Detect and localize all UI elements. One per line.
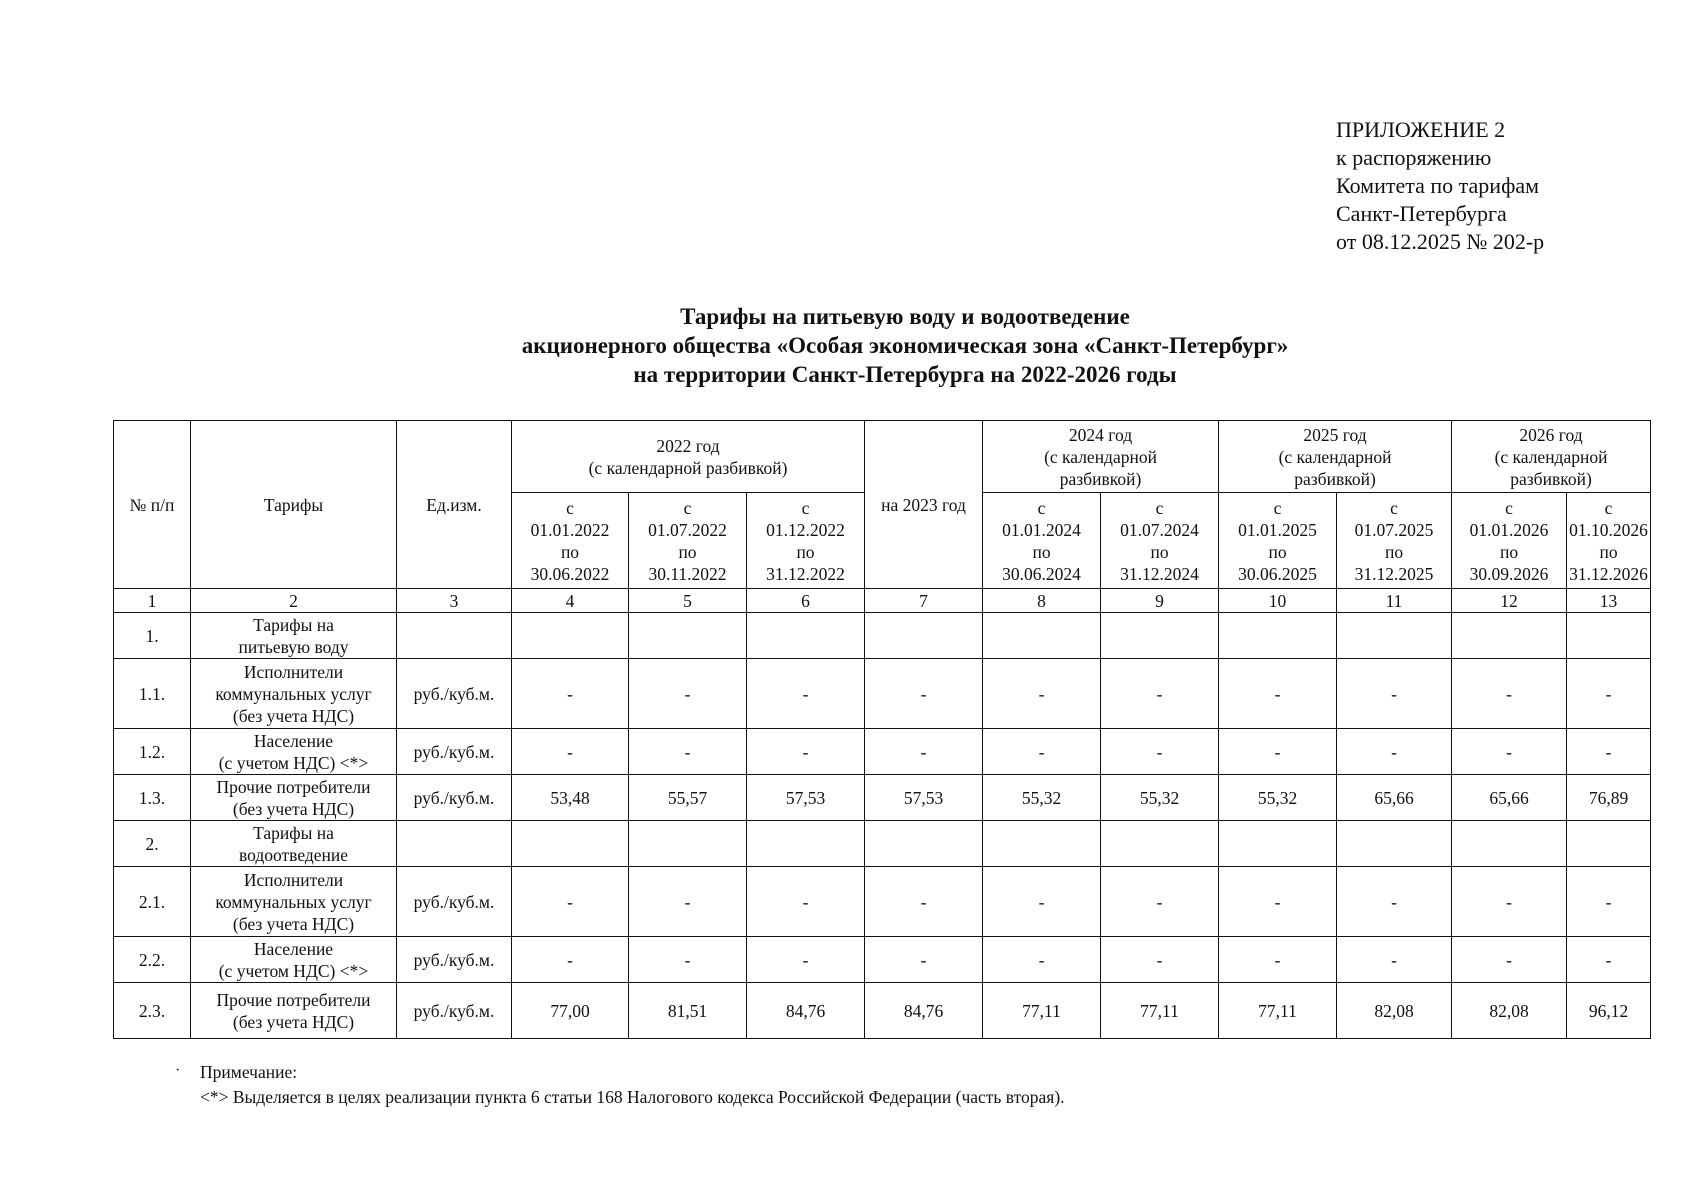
period-c: с: [683, 497, 692, 518]
period-from: 01.07.2024: [1120, 519, 1199, 540]
tariff-value: -: [512, 659, 629, 729]
row-name-line: (с учетом НДС) <*>: [218, 960, 369, 981]
header-2026-year: 2026 год: [1519, 424, 1583, 445]
column-number: 11: [1337, 589, 1452, 613]
period-c: с: [1604, 497, 1613, 518]
tariff-value: -: [747, 659, 865, 729]
tariff-value: -: [1452, 937, 1567, 983]
row-name: [191, 867, 397, 937]
row-name-line: (без учета НДС): [232, 913, 355, 934]
table-row: [114, 775, 1651, 821]
row-number: 2.3.: [114, 983, 191, 1039]
tariff-value: [512, 821, 629, 867]
appendix-line: Комитета по тарифам: [1336, 173, 1540, 198]
period-po: по: [678, 541, 697, 562]
title-line: на территории Санкт-Петербурга на 2022-2026 годы: [633, 362, 1177, 387]
row-name-line: коммунальных услуг: [215, 891, 372, 912]
tariff-value: 77,00: [512, 983, 629, 1039]
header-2026-note2: разбивкой): [1510, 468, 1592, 489]
tariff-value: -: [512, 729, 629, 775]
tariff-value: -: [1101, 937, 1219, 983]
row-name-line: (с учетом НДС) <*>: [218, 752, 369, 773]
tariff-value: 55,32: [1101, 775, 1219, 821]
tariff-value: -: [1452, 659, 1567, 729]
table-row: [114, 983, 1651, 1039]
header-2023: на 2023 год: [865, 421, 983, 589]
row-name-line: Тарифы на: [253, 822, 334, 843]
period-from: 01.01.2025: [1238, 519, 1317, 540]
row-name: [191, 821, 397, 867]
table-row: [114, 937, 1651, 983]
column-number: 10: [1219, 589, 1337, 613]
period-header: [747, 493, 865, 589]
tariff-value: 96,12: [1567, 983, 1651, 1039]
tariff-value: -: [1567, 867, 1651, 937]
row-number: 1.3.: [114, 775, 191, 821]
tariffs-table: [113, 420, 1651, 1039]
tariff-value: 81,51: [629, 983, 747, 1039]
period-po: по: [1599, 541, 1618, 562]
tariff-value: 82,08: [1452, 983, 1567, 1039]
header-2022: [512, 421, 865, 493]
row-number: 2.: [114, 821, 191, 867]
appendix-line: к распоряжению: [1336, 145, 1492, 170]
tariff-value: [1337, 613, 1452, 659]
tariff-value: -: [983, 937, 1101, 983]
header-2024: [983, 421, 1219, 493]
tariff-value: 77,11: [1101, 983, 1219, 1039]
tariff-value: -: [629, 867, 747, 937]
appendix-line: Санкт-Петербурга: [1336, 201, 1507, 226]
tariff-value: 57,53: [747, 775, 865, 821]
period-po: по: [1499, 541, 1519, 562]
period-to: 31.12.2025: [1354, 563, 1434, 584]
table-body: [114, 613, 1651, 1039]
row-name: [191, 659, 397, 729]
appendix-block: [1336, 116, 1544, 256]
row-unit: руб./куб.м.: [397, 983, 512, 1039]
period-from: 01.10.2026: [1569, 519, 1648, 540]
tariff-value: -: [1567, 937, 1651, 983]
period-header: [1219, 493, 1337, 589]
tariff-value: 77,11: [983, 983, 1101, 1039]
row-number: 1.: [114, 613, 191, 659]
tariff-value: 53,48: [512, 775, 629, 821]
tariff-value: 55,32: [1219, 775, 1337, 821]
period-from: 01.01.2022: [530, 519, 610, 540]
tariff-value: -: [1337, 867, 1452, 937]
tariff-value: 65,66: [1337, 775, 1452, 821]
tariff-value: [865, 613, 983, 659]
tariff-value: -: [629, 659, 747, 729]
row-name-line: Население: [253, 938, 334, 959]
appendix-line: ПРИЛОЖЕНИЕ 2: [1336, 117, 1506, 142]
row-number: 2.1.: [114, 867, 191, 937]
row-name-line: Исполнители: [243, 869, 344, 890]
tariff-value: -: [983, 729, 1101, 775]
period-po: по: [1268, 541, 1287, 562]
header-num: № п/п: [114, 421, 191, 589]
tariff-value: -: [1567, 659, 1651, 729]
header-2024-note: (с календарной: [1044, 446, 1157, 467]
row-name-line: Прочие потребители: [216, 776, 371, 797]
period-to: 31.12.2026: [1569, 563, 1648, 584]
period-header: [629, 493, 747, 589]
tariff-value: -: [1337, 659, 1452, 729]
period-po: по: [560, 541, 580, 562]
column-number: 6: [747, 589, 865, 613]
row-unit: [397, 821, 512, 867]
tariff-value: -: [747, 867, 865, 937]
row-name: [191, 729, 397, 775]
row-name-line: (без учета НДС): [232, 798, 355, 819]
header-tariffs: Тарифы: [191, 421, 397, 589]
column-number: 13: [1567, 589, 1651, 613]
tariff-value: -: [1452, 729, 1567, 775]
tariff-value: -: [1219, 659, 1337, 729]
period-from: 01.07.2022: [648, 519, 727, 540]
period-from: 01.01.2026: [1469, 519, 1549, 540]
tariff-value: [1452, 821, 1567, 867]
header-2025: [1219, 421, 1452, 493]
row-name: [191, 937, 397, 983]
tariff-value: [629, 613, 747, 659]
title-line: акционерного общества «Особая экономическая зона «Санкт-Петербург»: [521, 333, 1289, 358]
row-name-line: Население: [253, 730, 334, 751]
header-2026: [1452, 421, 1651, 493]
period-c: с: [801, 497, 810, 518]
period-c: с: [1037, 497, 1046, 518]
period-c: с: [566, 497, 574, 518]
period-to: 30.06.2025: [1238, 563, 1317, 584]
tariff-value: [1337, 821, 1452, 867]
tariff-value: [1219, 613, 1337, 659]
row-unit: руб./куб.м.: [397, 659, 512, 729]
period-c: с: [1155, 497, 1164, 518]
tariff-value: [1567, 613, 1651, 659]
period-to: 31.12.2024: [1120, 563, 1199, 584]
tariff-value: [1567, 821, 1651, 867]
column-number: 12: [1452, 589, 1567, 613]
tariff-value: 57,53: [865, 775, 983, 821]
tariff-value: 77,11: [1219, 983, 1337, 1039]
column-number: 9: [1101, 589, 1219, 613]
tariff-value: [1219, 821, 1337, 867]
row-name-line: (без учета НДС): [232, 705, 355, 726]
tariff-value: -: [1337, 729, 1452, 775]
column-number: 5: [629, 589, 747, 613]
tariff-value: [512, 613, 629, 659]
tariff-value: -: [747, 937, 865, 983]
row-unit: руб./куб.м.: [397, 775, 512, 821]
header-unit: Ед.изм.: [397, 421, 512, 589]
period-po: по: [1384, 541, 1404, 562]
header-2025-year: 2025 год: [1303, 424, 1367, 445]
row-unit: руб./куб.м.: [397, 937, 512, 983]
row-name-line: Исполнители: [243, 661, 344, 682]
row-name-line: питьевую воду: [238, 636, 349, 657]
period-header: [1452, 493, 1567, 589]
row-unit: руб./куб.м.: [397, 867, 512, 937]
row-unit: [397, 613, 512, 659]
header-2026-note: (с календарной: [1494, 446, 1608, 467]
tariff-value: -: [1101, 659, 1219, 729]
period-po: по: [796, 541, 815, 562]
row-number: 1.1.: [114, 659, 191, 729]
period-to: 30.09.2026: [1469, 563, 1549, 584]
tariff-value: 65,66: [1452, 775, 1567, 821]
period-to: 30.11.2022: [648, 563, 727, 584]
period-po: по: [1150, 541, 1169, 562]
tariff-value: [1101, 613, 1219, 659]
period-header: [1101, 493, 1219, 589]
tariff-value: -: [629, 937, 747, 983]
period-header: [1337, 493, 1452, 589]
row-name-line: Тарифы на: [253, 614, 334, 635]
row-name-line: Прочие потребители: [216, 989, 371, 1010]
period-to: 30.06.2024: [1002, 563, 1081, 584]
appendix-line: от 08.12.2025 № 202-р: [1336, 229, 1545, 254]
tariff-value: [1101, 821, 1219, 867]
period-c: с: [1273, 497, 1282, 518]
tariff-value: -: [983, 867, 1101, 937]
tariff-value: 84,76: [747, 983, 865, 1039]
column-number: 3: [397, 589, 512, 613]
header-2022-year: 2022 год: [656, 435, 720, 456]
period-from: 01.12.2022: [766, 519, 845, 540]
row-name-line: (без учета НДС): [232, 1011, 355, 1032]
section-row: [114, 613, 1651, 659]
period-to: 31.12.2022: [766, 563, 845, 584]
tariff-value: -: [512, 937, 629, 983]
tariff-value: -: [1219, 729, 1337, 775]
table-row: [114, 867, 1651, 937]
document-title: [300, 302, 1510, 389]
period-header: [983, 493, 1101, 589]
header-2025-note: (с календарной: [1278, 446, 1392, 467]
row-name: [191, 983, 397, 1039]
tariff-value: 55,32: [983, 775, 1101, 821]
tariff-value: 55,57: [629, 775, 747, 821]
title-line: Тарифы на питьевую воду и водоотведение: [680, 304, 1130, 329]
tariff-value: [747, 821, 865, 867]
period-from: 01.07.2025: [1354, 519, 1434, 540]
tariff-value: 82,08: [1337, 983, 1452, 1039]
table-row: [114, 659, 1651, 729]
period-c: с: [1505, 497, 1513, 518]
column-number: 1: [114, 589, 191, 613]
tariff-value: -: [865, 659, 983, 729]
column-number: 8: [983, 589, 1101, 613]
tariff-value: 76,89: [1567, 775, 1651, 821]
row-number: 1.2.: [114, 729, 191, 775]
tariff-value: [865, 821, 983, 867]
tariff-value: [983, 613, 1101, 659]
tariff-value: -: [512, 867, 629, 937]
header-2024-note2: разбивкой): [1059, 468, 1142, 489]
tariff-value: -: [865, 867, 983, 937]
table-row: [114, 729, 1651, 775]
period-header: [512, 493, 629, 589]
section-row: [114, 821, 1651, 867]
tariff-value: [983, 821, 1101, 867]
header-2024-year: 2024 год: [1068, 424, 1133, 445]
note-label: Примечание:: [200, 1062, 298, 1082]
header-2022-note: (с календарной разбивкой): [588, 457, 788, 478]
tariff-value: -: [629, 729, 747, 775]
row-name-line: коммунальных услуг: [215, 683, 372, 704]
column-number: 2: [191, 589, 397, 613]
period-from: 01.01.2024: [1002, 519, 1081, 540]
column-number: 7: [865, 589, 983, 613]
tariff-value: [629, 821, 747, 867]
tariff-value: -: [1219, 937, 1337, 983]
tariff-value: [747, 613, 865, 659]
column-number-row: [114, 589, 1651, 613]
row-number: 2.2.: [114, 937, 191, 983]
row-name-line: водоотведение: [238, 844, 349, 865]
tariff-value: -: [1452, 867, 1567, 937]
row-name: [191, 613, 397, 659]
tariff-value: -: [1101, 729, 1219, 775]
tariff-value: -: [983, 659, 1101, 729]
bullet-mark: ·: [175, 1062, 181, 1079]
tariff-value: -: [747, 729, 865, 775]
period-to: 30.06.2022: [530, 563, 610, 584]
tariff-value: -: [865, 729, 983, 775]
period-c: с: [1390, 497, 1398, 518]
row-name: [191, 775, 397, 821]
tariff-value: -: [1219, 867, 1337, 937]
column-number: 4: [512, 589, 629, 613]
tariff-value: -: [865, 937, 983, 983]
tariff-value: [1452, 613, 1567, 659]
note-text: <*> Выделяется в целях реализации пункта 6 статьи 168 Налогового кодекса Российской Федерации (часть вторая).: [200, 1087, 1065, 1107]
tariff-value: -: [1337, 937, 1452, 983]
row-unit: руб./куб.м.: [397, 729, 512, 775]
header-2025-note2: разбивкой): [1294, 468, 1376, 489]
period-header: [1567, 493, 1651, 589]
tariff-value: 84,76: [865, 983, 983, 1039]
note-block: [200, 1060, 1065, 1110]
tariff-value: -: [1101, 867, 1219, 937]
period-po: по: [1032, 541, 1051, 562]
tariff-value: -: [1567, 729, 1651, 775]
